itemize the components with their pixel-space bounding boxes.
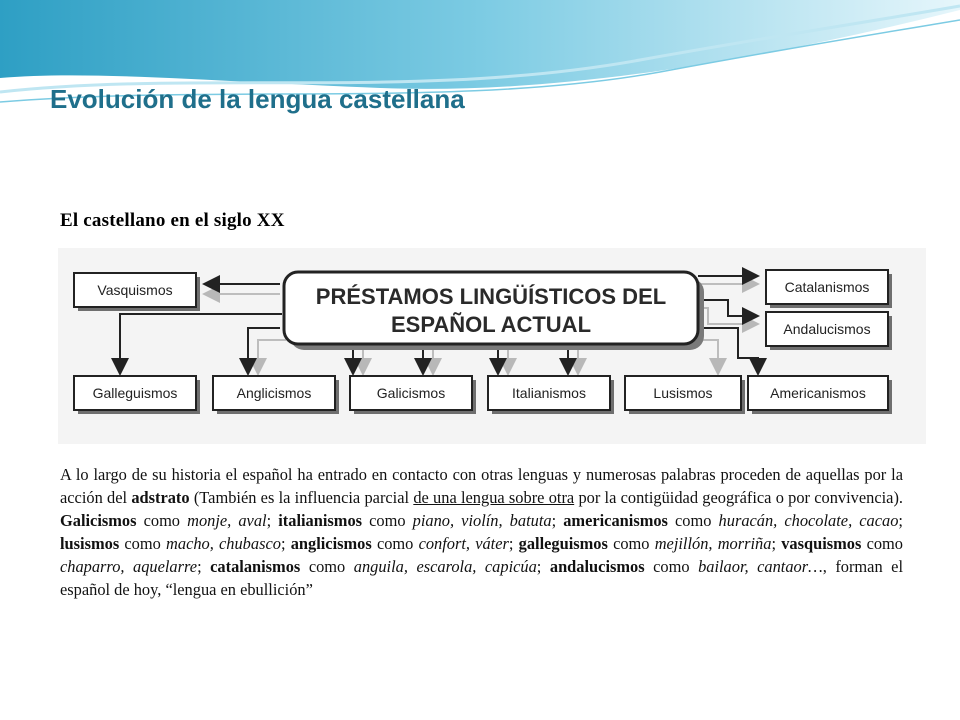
text-run: (También es la influencia parcial — [189, 488, 414, 507]
term-adstrato: adstrato — [131, 488, 190, 507]
box-andalucismos — [766, 312, 892, 350]
term-galleguismos: galleguismos — [518, 534, 608, 553]
text-run: como — [371, 534, 419, 553]
text-run: ; — [898, 511, 903, 530]
term-americanismos: americanismos — [563, 511, 668, 530]
box-galicismos — [350, 376, 476, 414]
center-title-line1: PRÉSTAMOS LINGÜÍSTICOS DEL — [315, 284, 667, 309]
text-run: como — [300, 557, 354, 576]
example-words: mejillón, morriña — [654, 534, 772, 553]
term-anglicismos: anglicismos — [290, 534, 372, 553]
underlined-definition: de una lengua sobre otra — [413, 488, 575, 507]
example-words: macho, chubasco — [166, 534, 281, 553]
box-anglicismos — [213, 376, 339, 414]
term-galicismos: Galicismos — [60, 511, 137, 530]
example-words: bailaor, cantaor… — [698, 557, 823, 576]
text-run: ; — [266, 511, 279, 530]
text-run: como — [644, 557, 699, 576]
example-words: chaparro, aquelarre — [60, 557, 198, 576]
text-run: ; — [280, 534, 291, 553]
box-label: Italianismos — [512, 385, 586, 401]
example-words: monje, aval — [187, 511, 267, 530]
box-catalanismos — [766, 270, 892, 308]
term-italianismos: italianismos — [278, 511, 363, 530]
center-box — [284, 272, 704, 350]
text-run: como — [119, 534, 167, 553]
term-vasquismos: vasquismos — [781, 534, 862, 553]
body-paragraph — [60, 463, 903, 601]
text-run: ; — [197, 557, 211, 576]
text-run: , forman el español de hoy, “lengua en ebullición” — [60, 557, 903, 599]
box-label: Vasquismos — [97, 282, 173, 298]
text-run: como — [136, 511, 188, 530]
text-run: como — [362, 511, 413, 530]
term-lusismos: lusismos — [60, 534, 120, 553]
box-label: Galleguismos — [92, 385, 178, 401]
example-words: huracán, chocolate, cacao — [718, 511, 899, 530]
text-run: ; — [536, 557, 550, 576]
box-vasquismos — [74, 273, 200, 311]
box-label: Lusismos — [653, 385, 713, 401]
text-run: ; — [771, 534, 782, 553]
text-run: como — [861, 534, 903, 553]
slide-title: Evolución de la lengua castellana — [50, 84, 465, 114]
text-run: como — [607, 534, 655, 553]
center-title-line2: ESPAÑOL ACTUAL — [390, 312, 592, 337]
term-andalucismos: andalucismos — [549, 557, 645, 576]
text-run: ; — [551, 511, 564, 530]
example-words: piano, violín, batuta — [412, 511, 552, 530]
box-label: Galicismos — [376, 385, 446, 401]
text-run: como — [667, 511, 719, 530]
box-label: Americanismos — [770, 385, 866, 401]
term-catalanismos: catalanismos — [210, 557, 301, 576]
text-run: por la contigüidad geográfica o por convivencia). — [574, 488, 904, 507]
text-run: A lo largo de su historia el español ha entrado en contacto con otras lenguas y numerosas palabras proceden de aquellas por la acción del — [60, 465, 903, 507]
example-words: confort, váter — [418, 534, 509, 553]
text-run: ; — [508, 534, 519, 553]
loanwords-diagram — [58, 248, 926, 444]
box-lusismos — [625, 376, 745, 414]
box-americanismos — [748, 376, 892, 414]
example-words: anguila, escarola, capicúa — [353, 557, 537, 576]
box-italianismos — [488, 376, 614, 414]
box-label: Anglicismos — [236, 385, 312, 401]
slide-subtitle: El castellano en el siglo XX — [60, 210, 285, 231]
box-galleguismos — [74, 376, 200, 414]
box-label: Catalanismos — [784, 279, 870, 295]
box-label: Andalucismos — [783, 321, 871, 337]
